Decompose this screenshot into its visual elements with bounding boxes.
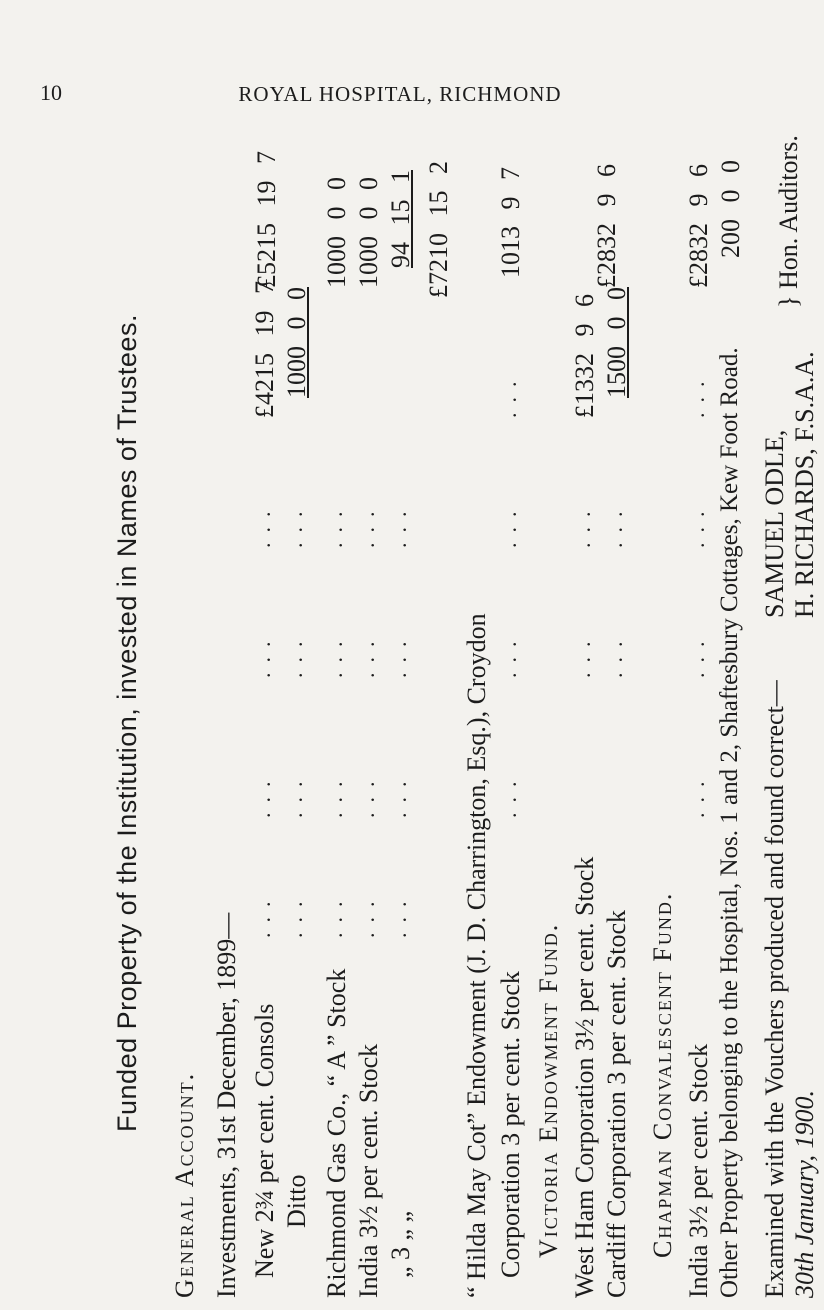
row-label: „ 3 „ „: [386, 1210, 415, 1278]
leader-dots: ...: [250, 771, 275, 818]
leader-dots: ...: [496, 501, 521, 548]
leader-dots: ...: [496, 631, 521, 678]
row-label: Ditto: [282, 1174, 311, 1228]
row-label: Other Property belonging to the Hospital, Nos. 1 and 2, Shaftesbury Cottages, Kew Foot Road.: [716, 347, 743, 1298]
certification-text: Examined with the Vouchers produced and found correct—: [760, 680, 789, 1298]
row-label: Richmond Gas Co., “ A ” Stock: [322, 968, 351, 1298]
rotated-content: [0, 130, 819, 1310]
leader-dots: ...: [322, 891, 347, 938]
row-label: Cardiff Corporation 3 per cent. Stock: [602, 910, 631, 1298]
leader-dots: ...: [354, 631, 379, 678]
leader-dots: ...: [354, 771, 379, 818]
victoria-fund-heading: Victoria Endowment Fund.: [534, 922, 563, 1258]
leader-dots: ...: [386, 771, 411, 818]
row-label: Investments, 31st December, 1899—: [212, 912, 241, 1298]
amount-col1: 1000 0 0: [282, 287, 311, 398]
general-row-3: [322, 148, 356, 1298]
page-header: [0, 0, 800, 120]
amount-col2: 1000 0 0: [354, 177, 383, 288]
leader-dots: ...: [496, 771, 521, 818]
chapman-fund-heading: Chapman Convalescent Fund.: [648, 891, 677, 1258]
auditor-name: H. RICHARDS, F.S.A.A.: [790, 351, 819, 618]
amount-col2: 1013 9 7: [496, 167, 525, 278]
leader-dots: ...: [602, 631, 627, 678]
leader-dots: ...: [322, 501, 347, 548]
row-label: New 2¾ per cent. Consols: [250, 1003, 279, 1278]
leader-dots: ...: [282, 891, 307, 938]
hilda-row: [462, 148, 496, 1298]
leader-dots: ...: [322, 771, 347, 818]
general-total: [424, 148, 458, 1298]
auditors-title: } Hon. Auditors.: [774, 135, 803, 308]
general-account-heading: General Account.: [170, 1071, 199, 1298]
amount-col1: £1332 9 6: [570, 294, 599, 418]
leader-dots: ...: [282, 631, 307, 678]
victoria-row-0: [570, 148, 604, 1298]
general-row-4: [354, 148, 388, 1298]
leader-dots: ...: [282, 501, 307, 548]
row-label: Corporation 3 per cent. Stock: [496, 971, 525, 1278]
leader-dots: ...: [570, 631, 595, 678]
general-row-5: [386, 148, 420, 1298]
leader-dots: ...: [602, 501, 627, 548]
leader-dots: ...: [250, 501, 275, 548]
amount-col2: 1000 0 0: [322, 177, 351, 288]
leader-dots: ...: [684, 501, 709, 548]
leader-dots: ...: [386, 891, 411, 938]
leader-dots: ...: [250, 631, 275, 678]
chapman-row-0: [684, 148, 718, 1298]
document-body: [0, 135, 819, 1298]
row-label: India 3½ per cent. Stock: [684, 1043, 713, 1298]
victoria-row-1: [592, 148, 636, 1298]
leader-dots: ...: [354, 501, 379, 548]
leader-dots: ...: [684, 771, 709, 818]
leader-dots: ...: [282, 771, 307, 818]
leader-dots: ...: [386, 631, 411, 678]
general-row-1: [250, 148, 284, 1298]
amount-col2: 94 15 1: [386, 170, 415, 268]
leader-dots: ...: [386, 501, 411, 548]
page-title: Funded Property of the Institution, invested in Names of Trustees.: [112, 314, 142, 1132]
leader-dots: ...: [250, 891, 275, 938]
leader-dots: ...: [684, 371, 709, 418]
running-title: ROYAL HOSPITAL, RICHMOND: [238, 82, 562, 106]
leader-dots: ...: [496, 371, 521, 418]
auditor-name: SAMUEL ODLE,: [760, 429, 789, 618]
amount-col2: £2832 9 6: [684, 164, 713, 288]
leader-dots: ...: [354, 891, 379, 938]
total-amount: £2832 9 6: [592, 164, 621, 288]
hilda-sub-row: [496, 148, 530, 1298]
leader-dots: ...: [684, 631, 709, 678]
certification-row: [760, 148, 794, 1298]
leader-dots: ...: [322, 631, 347, 678]
row-label: West Ham Corporation 3½ per cent. Stock: [570, 856, 599, 1298]
chapman-row-1: [716, 148, 750, 1298]
page-number: 10: [40, 80, 62, 105]
amount-col1: £4215 19 7: [250, 281, 279, 418]
row-label: “ Hilda May Cot” Endowment (J. D. Charrington, Esq.), Croydon: [462, 613, 491, 1298]
total-amount: £7210 15 2: [424, 161, 453, 298]
amount-col2: 200 0 0: [716, 160, 745, 258]
general-row-0: [212, 148, 246, 1298]
amount-col2: £5215 19 7: [252, 151, 281, 288]
leader-dots: ...: [570, 501, 595, 548]
certification-date: 30th January, 1900.: [790, 1090, 819, 1298]
amount-col1: 1500 0 0: [602, 287, 631, 398]
row-label: India 3½ per cent. Stock: [354, 1043, 383, 1298]
